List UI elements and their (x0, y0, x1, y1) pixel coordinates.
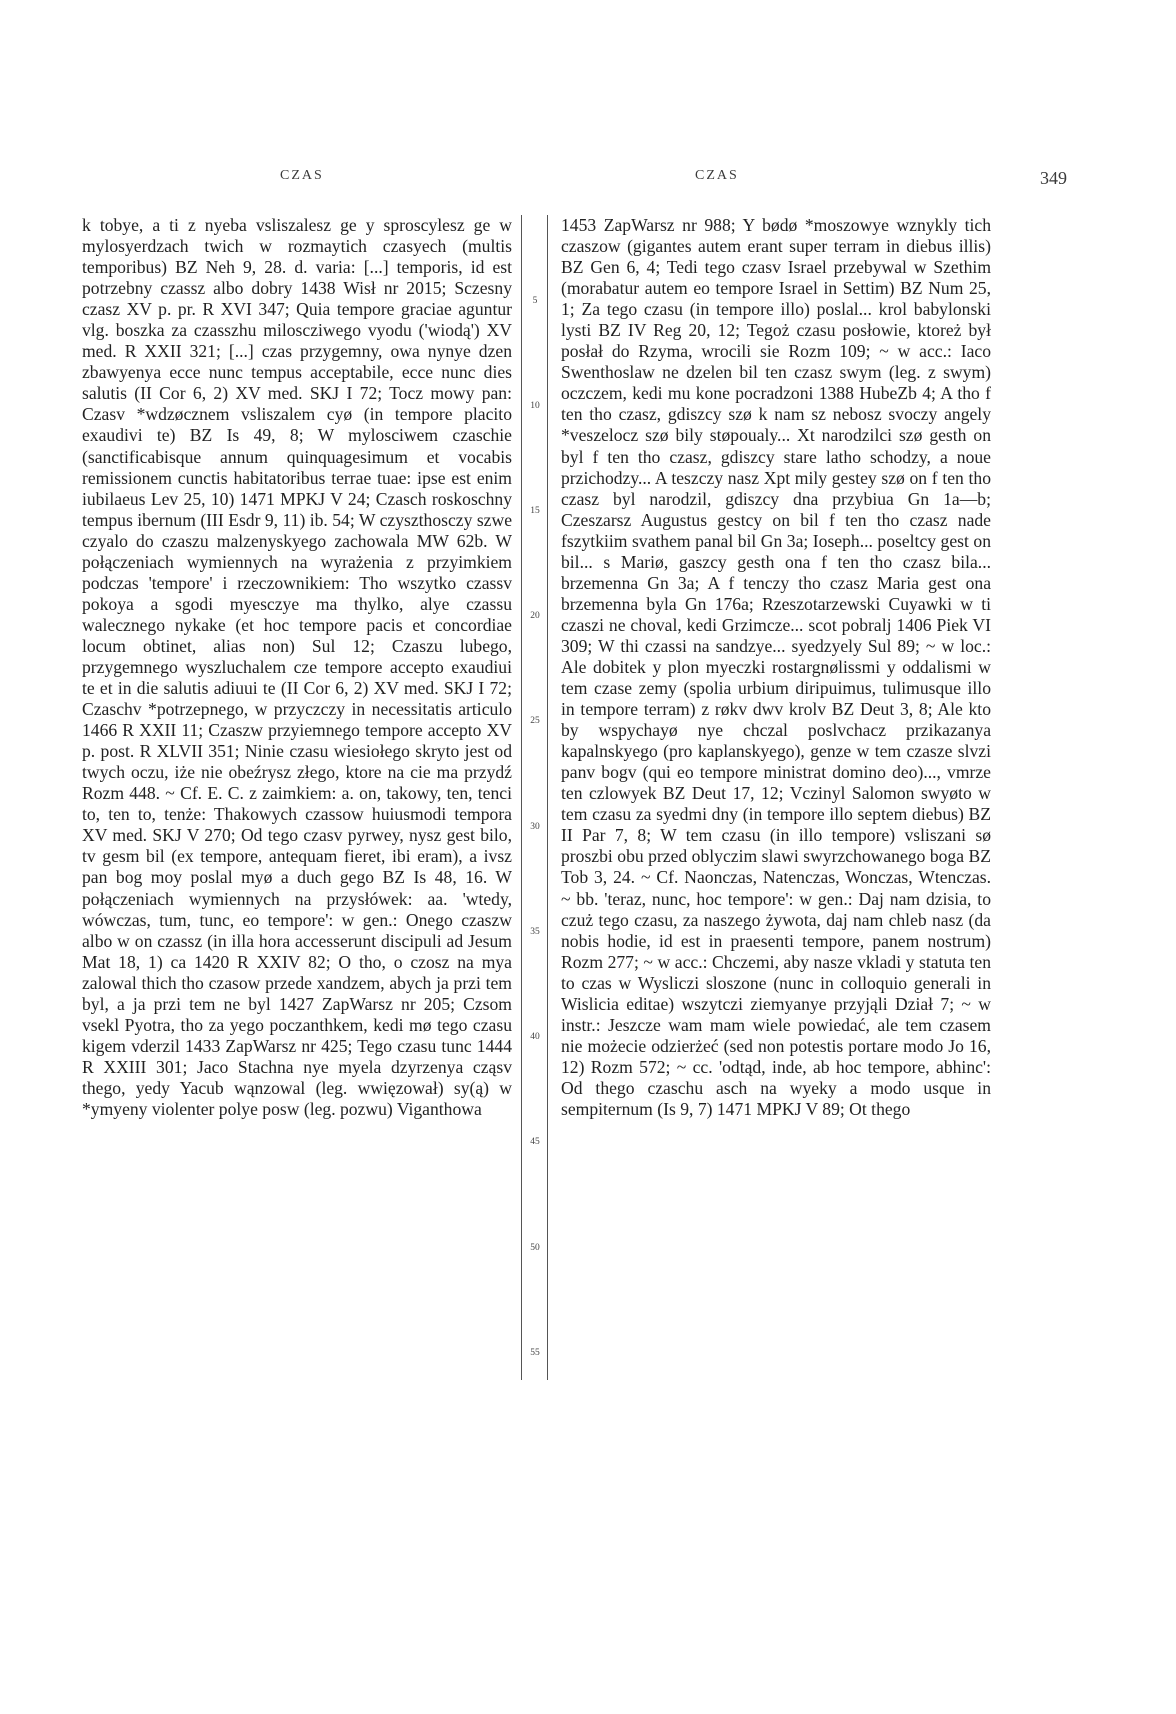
right-column (561, 215, 991, 1120)
column-rule-left (521, 215, 522, 1380)
line-number: 25 (530, 716, 540, 726)
line-number: 55 (530, 1348, 540, 1358)
line-number: 10 (530, 401, 540, 411)
column-rule-right (547, 215, 548, 1380)
running-header-left: CZAS (280, 168, 324, 183)
left-column-text: k tobye, a ti z nyeba vsliszalesz ge y sproscylesz ge w mylosyerdzach twich w rozmaytich czasyech (multis temporibus) BZ Neh 9, 28. d. varia: [...] temporis, id est potrzebny czassz albo dobry 1438 Wisł nr 2015; Sczesny czasz XV p. pr. R XVI 347; Quia tempore graciae aguntur vlg. boszka za czasszhu miloscziwego vyodu ('wiodą') XV med. R XXII 321; [...] czas przygemny, owa nynye dzen zbawyenya ecce nunc tempus acceptabile, ecce nunc dies salutis (II Cor 6, 2) XV med. SKJ I 72; Tocz mowy pan: Czasv *wdzøcznem vsliszalem cyø (in tempore placito exaudivi te) BZ Is 49, 8; W mylosciwem czaschie (sanctificabisque annum quinquagesimum et vocabis remissionem cunctis habitatoribus terrae tuae: ipse est enim iubilaeus Lev 25, 10) 1471 MPKJ V 24; Czasch roskoschny tempus ibernum (III Esdr 9, 11) ib. 54; W czyszthosczy szwe czyalo do czaszu malzenyskyego zachowala MW 62b. W połączeniach wymiennych na wyrażenia z przyimkiem podczas 'tempore' i rzeczownikiem: Tho wszytko czassv pokoya a sgodi myesczye ma thylko, alye czassu walecznego nykake (et hoc tempore pacis et concordiae locum obtinet, alias non) Sul 12; Czaszu lubego, przygemnego wyszluchalem cze tempore accepto exaudiui te et in die salutis adiuui te (II Cor 6, 2) XV med. SKJ I 72; Czaschv *potrzepnego, w przyczczy in necessitatis articulo 1466 R XXII 11; Czaszw przyiemnego tempore accepto XV p. post. R XLVII 351; Ninie czasu wiesiołego skryto jest od twych oczu, iże nie obeźrysz złego, ktore na cie ma przydź Rozm 448. ~ Cf. E. C. z zaimkiem: a. on, takowy, ten, tenci to, ten to, tenże: Thakowych czassow huiusmodi tempora XV med. SKJ V 270; Od tego czasv pyrwey, nysz gest bilo, tv gesm bil (ex tempore, antequam fieret, ibi eram), a ivsz pan bog moy poslal myø a duch gego BZ Is 48, 16. W połączeniach wymiennych na przysłówek: aa. 'wtedy, wówczas, tum, tunc, eo tempore': w gen.: Onego czaszw albo w on czassz (in illa hora accesserunt discipuli ad Jesum Mat 18, 1) ca 1420 R XXIV 82; O tho, o czosz na mya zalowal thich tho czasow przede xandzem, abych ja przi tem byl, a ja przi tem ne byl 1427 ZapWarsz nr 205; Czsom vsekl Pyotra, tho za yego poczanthkem, kedi mø tego czasu kigem vderzil 1433 ZapWarsz nr 425; Tego czasu tunc 1444 R XXIII 301; Jaco Stachna nye myela dzyrzenya cząsv thego, yedy Yacub wąnzowal (leg. wwięzował) sy(ą) w *ymyeny violenter polye posw (leg. pozwu) Viganthowa (82, 215, 512, 1119)
line-number: 40 (530, 1032, 540, 1042)
running-header-right: CZAS (695, 168, 739, 183)
line-number: 45 (530, 1137, 540, 1147)
line-number: 50 (530, 1243, 540, 1253)
right-column-text: 1453 ZapWarsz nr 988; Y bødø *moszowye wznykly tich czaszow (gigantes autem erant super terram in diebus illis) BZ Gen 6, 4; Tedi tego czasv Israel przebywal w Szethim (morabatur autem eo tempore Israel in Settim) BZ Num 25, 1; Za tego czasu (in tempore illo) poslal... krol babylonski lysti BZ IV Reg 20, 12; Tegoż czasu posłowie, ktoreż był posłał do Rzyma, wrocili sie Rozm 109; ~ w acc.: Iaco Swenthoslaw ne dzelen bil ten czasz swym (leg. z swym) oczczem, kedi mu kone pocradzoni 1388 HubeZb 4; A tho f ten tho czasz, gdiszcy szø k nam sz nebosz svoczy angely *veszelocz szø bily støpoualy... Xt narodzilci szø gesth on byl f ten tho czasz, gdiszcy stare latho schodzy, a noue przichodzy... A teszczy nasz Xpt mily gestey szø on f ten tho czasz byl narodzil, gdiszcy dna przybiua Gn 1a—b; Czeszarsz Augustus gestcy on bil f ten tho czasz nade fszytkiim svathem panal bil Gn 3a; Ioseph... poseltcy gest on bil... s Mariø, gaszcy gesth ona f ten tho czasz bila... brzemenna Gn 3a; A f tenczy tho czasz Maria gest ona brzemenna byla Gn 176a; Rzeszotarzewski Cuyawki w ti czaszi ne choval, kedi Grzimcze... scot pobralj 1406 Piek VI 309; W thi czassi na sandzye... syedzyely Sul 89; ~ w loc.: Ale dobitek y plon myeczki rostargnølissmi y oddalismi w tem czase zemy (spolia urbium diripuimus, tulimusque illo in tempore terram) z røkv dwv krolv BZ Deut 3, 8; Ale kto by wspychayø nye chczal poslvchacz przikazanya kapalnskyego (pro kaplanskyego), genze w tem czasze slvzi panv bogv (qui eo tempore ministrat domino deo)..., vmrze ten czlowyek BZ Deut 17, 12; Vczinyl Salomon swyøto w tem czasu za syedmi dny (in tempore illo septem diebus) BZ II Par 7, 8; W tem czasu (in illo tempore) vsliszani sø proszbi obu przed oblyczim slawi swyrzchowanego boga BZ Tob 3, 24. ~ Cf. Naonczas, Natenczas, Wonczas, Wtenczas. ~ bb. 'teraz, nunc, hoc tempore': w gen.: Daj nam dzisia, to czuż tego czasu, za naszego żywota, daj nam chleb nasz (da nobis hodie, id est in praesenti tempore, panem nostrum) Rozm 277; ~ w acc.: Chczemi, aby nasze vkladi y statuta ten to czas w Wysliczi sloszone (nunc in colloquio generali in Wislicia editae) wszytczi ziemyanye przyjąli Dział 7; ~ w instr.: Jeszcze wam mam wiele powiedać, ale tem czasem nie możecie odzierżeć (sed non potestis portare modo Jo 16, 12) Rozm 572; ~ cc. 'odtąd, inde, ab hoc tempore, abhinc': Od thego czaschu asch na wyeky a modo usque in sempiternum (Is 9, 7) 1471 MPKJ V 89; Ot thego (561, 215, 991, 1119)
line-number: 35 (530, 927, 540, 937)
line-number: 30 (530, 822, 540, 832)
line-number: 20 (530, 611, 540, 621)
left-column (82, 215, 512, 1120)
line-number: 5 (532, 296, 538, 306)
line-number: 15 (530, 506, 540, 516)
page-number: 349 (1040, 168, 1067, 188)
